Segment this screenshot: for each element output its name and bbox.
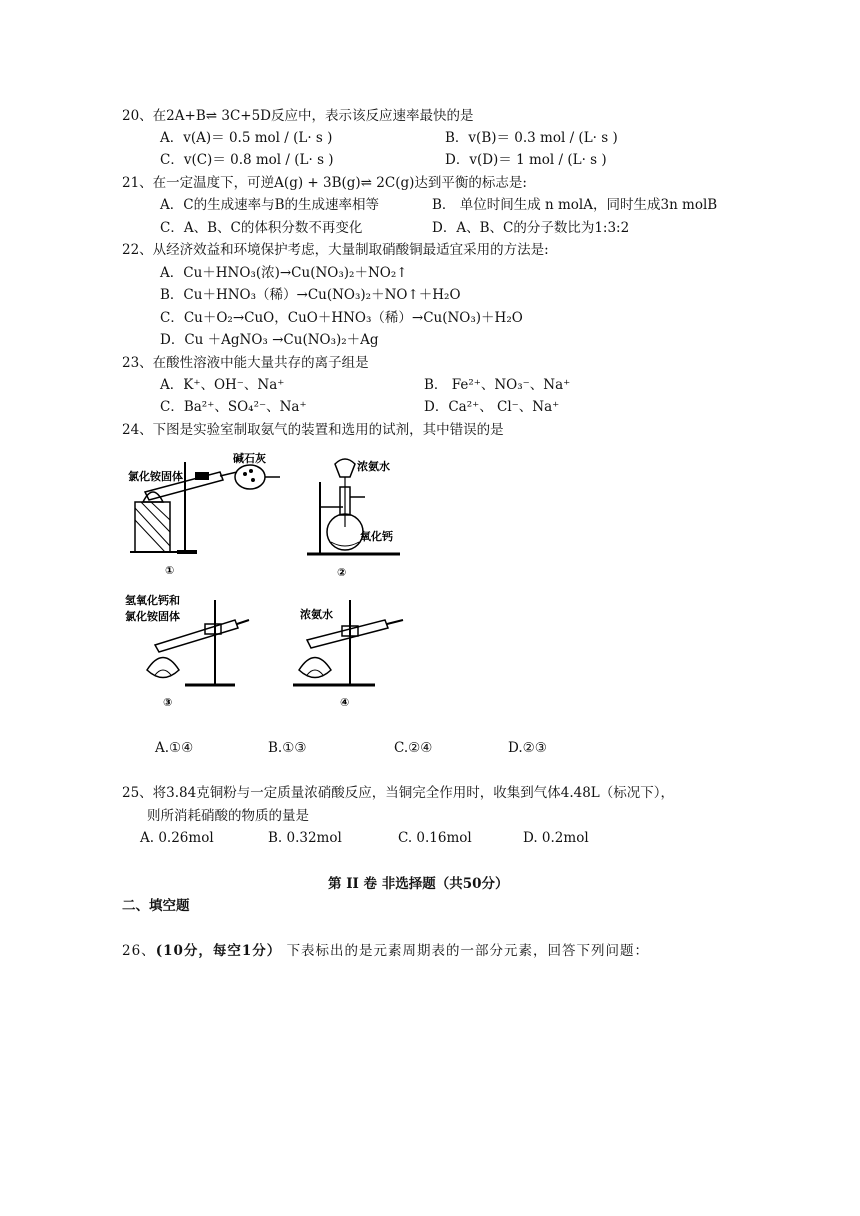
apparatus-figure-4: [285, 590, 415, 710]
q25-option-b: B. 0.32mol: [268, 830, 342, 846]
fig2-number: ②: [337, 566, 347, 579]
q21-stem: 21、在一定温度下，可逆A(g) + 3B(g)⇌ 2C(g)达到平衡的标志是:: [122, 175, 527, 191]
q26-points: (10分，每空1分）: [155, 943, 282, 959]
fig1-label-ammonium-chloride: 氯化铵固体: [128, 470, 183, 483]
q25-stem-line2: 则所消耗硝酸的物质的量是: [147, 808, 309, 824]
q22-option-d: D．Cu ＋AgNO₃ →Cu(NO₃)₂＋Ag: [160, 332, 379, 348]
q20-stem: 20、在2A+B⇌ 3C+5D反应中，表示该反应速率最快的是: [122, 108, 474, 124]
section-2-part-heading: 二、填空题: [122, 898, 190, 914]
q24-option-a: A.①④: [155, 740, 194, 756]
q21-option-c: C．A、B、C的体积分数不再变化: [160, 220, 363, 236]
q20-option-d: D．v(D)＝ 1 mol / (L· s ): [445, 152, 607, 168]
q23-option-a: A．K⁺、OH⁻、Na⁺: [160, 377, 285, 393]
q23-stem: 23、在酸性溶液中能大量共存的离子组是: [122, 355, 369, 371]
fig1-label-soda-lime: 碱石灰: [233, 452, 266, 465]
fig2-label-calcium-oxide: 氧化钙: [360, 530, 393, 543]
q20-option-a: A．v(A)＝ 0.5 mol / (L· s ): [160, 130, 333, 146]
q22-option-b: B．Cu＋HNO₃（稀）→Cu(NO₃)₂＋NO↑＋H₂O: [160, 287, 461, 303]
apparatus-figure-3: [125, 590, 255, 710]
q21-option-a: A．C的生成速率与B的生成速率相等: [160, 197, 379, 213]
q24-option-d: D.②③: [508, 740, 547, 756]
q24-option-b: B.①③: [268, 740, 307, 756]
q23-option-d: D．Ca²⁺、 Cl⁻、Na⁺: [424, 399, 560, 415]
fig2-label-conc-ammonia: 浓氨水: [357, 460, 390, 473]
q26-text: 下表标出的是元素周期表的一部分元素，回答下列问题：: [286, 943, 650, 959]
fig3-label-line1: 氢氧化钙和: [125, 594, 180, 607]
q25-option-c: C. 0.16mol: [398, 830, 472, 846]
q24-stem: 24、下图是实验室制取氨气的装置和选用的试剂，其中错误的是: [122, 422, 504, 438]
q24-option-c: C.②④: [394, 740, 433, 756]
section-2-title: 第 II 卷 非选择题（共50分）: [328, 876, 509, 892]
q26-number: 26、: [122, 943, 156, 959]
q25-option-d: D. 0.2mol: [523, 830, 589, 846]
fig4-label-conc-ammonia: 浓氨水: [300, 608, 333, 621]
apparatus-figure-2: [305, 452, 415, 582]
fig3-label-line2: 氯化铵固体: [125, 610, 180, 623]
q22-stem: 22、从经济效益和环境保护考虑，大量制取硝酸铜最适宜采用的方法是:: [122, 242, 549, 258]
fig3-number: ③: [163, 696, 173, 709]
q25-stem-line1: 25、将3.84克铜粉与一定质量浓硝酸反应，当铜完全作用时，收集到气体4.48L（标况下），: [122, 785, 675, 801]
q25-option-a: A. 0.26mol: [140, 830, 214, 846]
q20-option-b: B．v(B)＝ 0.3 mol / (L· s ): [445, 130, 618, 146]
q23-option-c: C．Ba²⁺、SO₄²⁻、Na⁺: [160, 399, 307, 415]
fig4-number: ④: [340, 696, 350, 709]
q26-stem: [122, 942, 649, 960]
q20-option-c: C．v(C)＝ 0.8 mol / (L· s ): [160, 152, 334, 168]
q21-option-b: B． 单位时间生成 n molA，同时生成3n molB: [432, 197, 718, 213]
q22-option-c: C．Cu＋O₂→CuO，CuO＋HNO₃（稀）→Cu(NO₃)＋H₂O: [160, 310, 523, 326]
fig1-number: ①: [165, 564, 175, 577]
q21-option-d: D．A、B、C的分子数比为1:3:2: [432, 220, 630, 236]
q23-option-b: B． Fe²⁺、NO₃⁻、Na⁺: [424, 377, 571, 393]
q22-option-a: A．Cu＋HNO₃(浓)→Cu(NO₃)₂＋NO₂↑: [160, 265, 408, 281]
apparatus-figure-1: [125, 452, 285, 577]
